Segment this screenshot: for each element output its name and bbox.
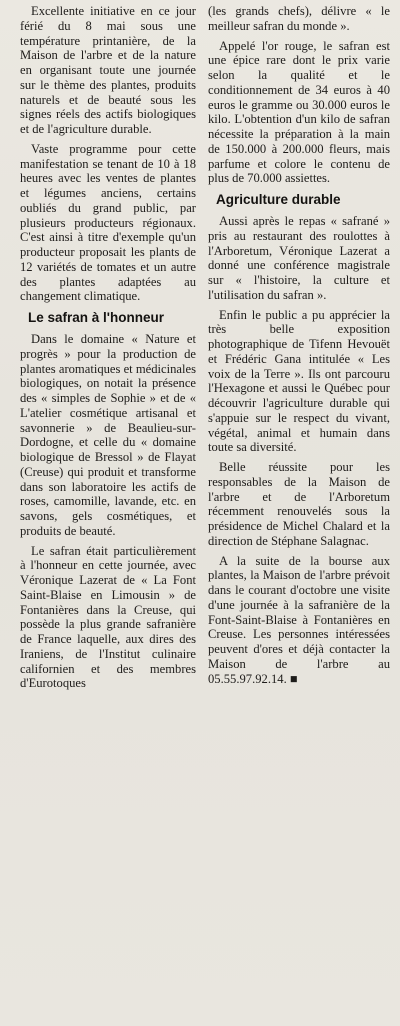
paragraph-reussite: Belle réussite pour les responsables de la Maison de l'arbre et de l'Arboretum récemment renouvelés sous la présidence de Michel Chalard et la direction de Stéphane Salagnac. bbox=[208, 460, 390, 548]
subheading-safran: Le safran à l'honneur bbox=[28, 310, 164, 325]
paragraph-intro: Excellente initiative en ce jour férié du 8 mai sous une température printanière, de la Maison de l'arbre et de la nature en organisant toute une journée sur le thème des plantes, produits naturels et de beauté sous les signes réels des actifs biologiques et de l'agriculture durable. bbox=[20, 4, 196, 136]
visite-text: A la suite de la bourse aux plantes, la Maison de l'arbre prévoit dans le courant d'octobre une visite d'une journée à la safranière de la Font-Saint-Blaise à Fontanières en Creuse. Les personnes intéressées peuvent d'ores et déjà contacter la Maison de l'arbre au 05.55.97.92.14. bbox=[208, 553, 390, 686]
end-mark: ■ bbox=[289, 671, 298, 686]
subheading-agriculture: Agriculture durable bbox=[216, 192, 341, 207]
paragraph-exposition: Enfin le public a pu apprécier la très belle exposition photographique de Tifenn Hevouët et Frédéric Gana intitulée « Les voix de la Terre ». Ils ont parcouru l'Hexagone et aussi le Québec pour découvrir l'agriculture durable qui s'appuie sur le respect du vivant, végétal, animal et humain dans toute sa diversité. bbox=[208, 307, 390, 455]
paragraph-safran: Le safran était particulièrement à l'honneur en cette journée, avec Véronique Lazerat de « La Font Saint-Blaise en Limousin » de Fontanières dans la Creuse, qui possède la plus grande safranière de France laquelle, aux dires des Iraniens, de l'Institut culinaire californien et des membres d'Eurotoques bbox=[20, 543, 196, 691]
paragraph-or-rouge: Appelé l'or rouge, le safran est une épice rare dont le prix varie selon la qualité et le conditionnement de 34 euros à 40 euros le gramme ou 30.000 euros le kilo. L'obtention d'un kilo de safran nécessite la préparation à la main de 150.000 à 200.000 fleurs, mais parfume et colore le contenu de plus de 70.000 assiettes. bbox=[208, 38, 390, 186]
paragraph-continued: (les grands chefs), délivre « le meilleur safran du monde ». bbox=[208, 4, 390, 33]
paragraph-domaine: Dans le domaine « Nature et progrès » pour la production de plantes aromatiques et médicinales biologiques, on notait la présence des « simples de Sophie » et de « L'atelier cosmétique artisanal et savonnerie » de Beaulieu-sur-Dordogne, et celle du « domaine biologique de Bressol » de Flayat (Creuse) qui produit et transforme dans son laboratoire les actifs de roses, camomille, lavande, etc. en savons, gels cosmétiques, et produits de beauté. bbox=[20, 332, 196, 538]
paragraph-programme: Vaste programme pour cette manifestation se tenant de 10 à 18 heures avec les ventes de plantes et légumes anciens, certains oubliés du grand public, par plusieurs producteurs régionaux. C'est ainsi à titre d'exemple qu'un producteur proposait les plants de 12 variétés de tomates et un autre des plantes adaptées au changement climatique. bbox=[20, 141, 196, 304]
article-column-right bbox=[208, 4, 390, 691]
paragraph-conference: Aussi après le repas « safrané » pris au restaurant des roulottes à l'Arboretum, Véronique Lazerat a donné une conférence magistrale sur « l'histoire, la culture et l'utilisation du safran ». bbox=[208, 214, 390, 302]
article-column-left bbox=[20, 4, 196, 696]
paragraph-visite bbox=[208, 554, 390, 687]
